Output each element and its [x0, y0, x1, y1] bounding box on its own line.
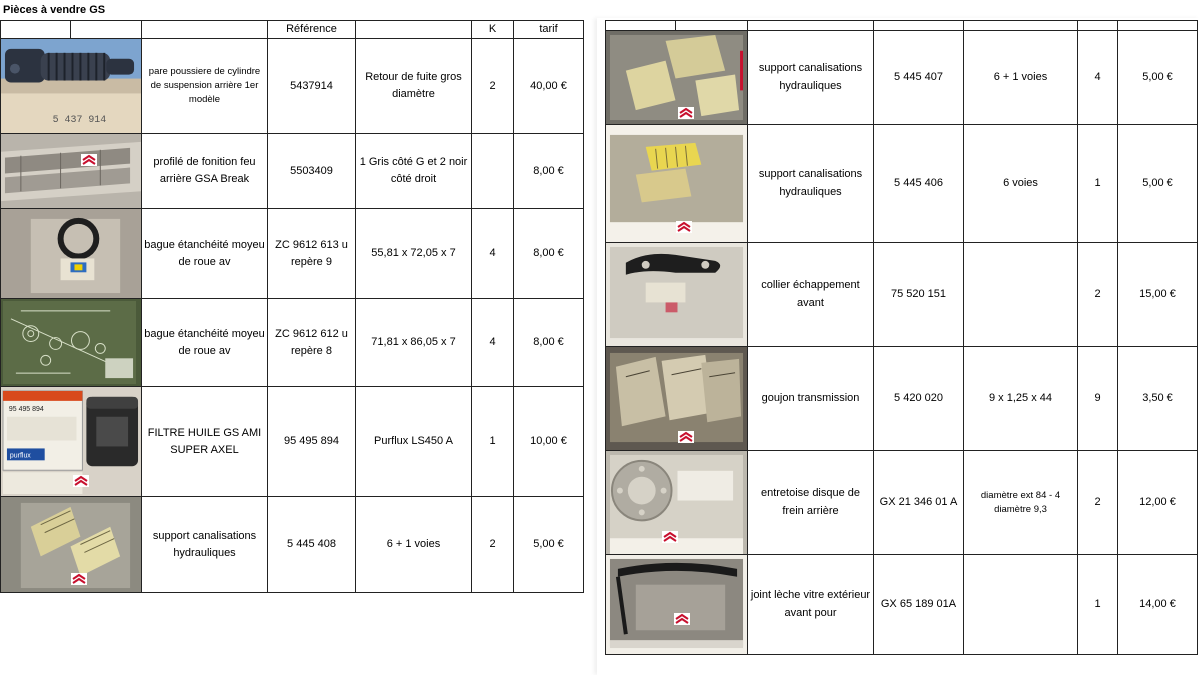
header-detail-cell — [356, 21, 472, 39]
part-description: collier échappement avant — [748, 243, 874, 347]
part-price: 12,00 € — [1118, 451, 1198, 555]
part-description: support canalisations hydrauliques — [142, 497, 268, 593]
citroen-chevron-icon — [676, 221, 692, 233]
citroen-chevron-icon — [662, 531, 678, 543]
header-cell — [1078, 21, 1118, 31]
part-reference: ZC 9612 613 u repère 9 — [268, 209, 356, 299]
part-quantity: 1 — [472, 387, 514, 497]
part-reference: ZC 9612 612 u repère 8 — [268, 299, 356, 387]
part-quantity: 2 — [472, 39, 514, 134]
part-photo-cell — [606, 31, 748, 125]
parts-table-right — [605, 20, 1198, 655]
part-detail: 6 voies — [964, 125, 1078, 243]
part-price: 15,00 € — [1118, 243, 1198, 347]
right-sheet — [597, 18, 1200, 675]
part-description: bague étanchéité moyeu de roue av — [142, 299, 268, 387]
citroen-chevron-icon — [674, 613, 690, 625]
part-photo-cell — [1, 497, 142, 593]
part-detail: Retour de fuite gros diamètre — [356, 39, 472, 134]
part-photo-cell — [1, 209, 142, 299]
part-reference: 5503409 — [268, 134, 356, 209]
box-brand-label: purflux — [9, 452, 31, 460]
header-cell — [748, 21, 874, 31]
header-cell — [606, 21, 676, 31]
part-detail — [964, 243, 1078, 347]
part-quantity — [472, 134, 514, 209]
header-k: K — [472, 21, 514, 39]
part-photo-cell — [1, 299, 142, 387]
part-price: 8,00 € — [514, 209, 584, 299]
part-photo-window-seal — [606, 555, 747, 654]
part-photo-suspension-boot — [1, 39, 141, 133]
part-price: 5,00 € — [1118, 31, 1198, 125]
table-row — [606, 555, 1198, 655]
part-reference: 5 445 406 — [874, 125, 964, 243]
part-quantity: 2 — [472, 497, 514, 593]
part-description: support canalisations hydrauliques — [748, 125, 874, 243]
part-photo-transmission-stud — [606, 347, 747, 450]
photo-label: 5 437 914 — [52, 114, 107, 126]
parts-table-left — [0, 20, 584, 593]
table-header-row — [606, 21, 1198, 31]
part-reference: 5 445 408 — [268, 497, 356, 593]
part-price: 3,50 € — [1118, 347, 1198, 451]
part-price: 5,00 € — [1118, 125, 1198, 243]
part-detail: 1 Gris côté G et 2 noir côté droit — [356, 134, 472, 209]
table-row — [606, 31, 1198, 125]
part-photo-brake-spacer — [606, 451, 747, 554]
part-quantity: 2 — [1078, 243, 1118, 347]
part-reference: 5 445 407 — [874, 31, 964, 125]
table-row — [1, 39, 584, 134]
part-detail: 6 + 1 voies — [356, 497, 472, 593]
part-detail: 9 x 1,25 x 44 — [964, 347, 1078, 451]
part-quantity: 4 — [472, 209, 514, 299]
part-photo-hydraulic-support — [1, 497, 141, 592]
table-row — [1, 209, 584, 299]
header-photo-cell — [71, 21, 142, 39]
table-row — [1, 387, 584, 497]
part-detail: 71,81 x 86,05 x 7 — [356, 299, 472, 387]
table-row — [606, 451, 1198, 555]
part-detail — [964, 555, 1078, 655]
part-reference: GX 21 346 01 A — [874, 451, 964, 555]
part-photo-cell — [1, 39, 142, 134]
part-description: pare poussiere de cylindre de suspension arrière 1er modèle — [142, 39, 268, 134]
part-price: 10,00 € — [514, 387, 584, 497]
part-reference: 5437914 — [268, 39, 356, 134]
part-photo-cell — [606, 555, 748, 655]
part-description: bague étanchéité moyeu de roue av — [142, 209, 268, 299]
part-reference: 95 495 894 — [268, 387, 356, 497]
table-row — [606, 243, 1198, 347]
header-cell — [676, 21, 748, 31]
header-photo-cell — [1, 21, 71, 39]
part-reference: 5 420 020 — [874, 347, 964, 451]
part-detail: diamètre ext 84 - 4 diamètre 9,3 — [964, 451, 1078, 555]
part-description: support canalisations hydrauliques — [748, 31, 874, 125]
part-photo-hydraulic-support — [606, 125, 747, 242]
part-quantity: 1 — [1078, 555, 1118, 655]
header-description-cell — [142, 21, 268, 39]
table-row — [1, 134, 584, 209]
part-description: profilé de fonition feu arrière GSA Break — [142, 134, 268, 209]
citroen-chevron-icon — [678, 107, 694, 119]
part-price: 5,00 € — [514, 497, 584, 593]
part-price: 40,00 € — [514, 39, 584, 134]
part-detail: 6 + 1 voies — [964, 31, 1078, 125]
header-cell — [1118, 21, 1198, 31]
part-description: goujon transmission — [748, 347, 874, 451]
citroen-chevron-icon — [71, 573, 87, 585]
part-description: entretoise disque de frein arrière — [748, 451, 874, 555]
citroen-chevron-icon — [81, 154, 97, 166]
part-photo-exhaust-clamp — [606, 243, 747, 346]
part-quantity: 4 — [1078, 31, 1118, 125]
citroen-chevron-icon — [678, 431, 694, 443]
part-photo-light-trim — [1, 134, 141, 208]
part-price: 8,00 € — [514, 134, 584, 209]
sheet-title: Pièces à vendre GS — [3, 4, 106, 16]
table-row — [606, 125, 1198, 243]
header-cell — [964, 21, 1078, 31]
part-photo-exploded-diagram — [1, 299, 141, 386]
header-reference: Référence — [268, 21, 356, 39]
part-photo-cell — [606, 243, 748, 347]
part-reference: GX 65 189 01A — [874, 555, 964, 655]
part-description: FILTRE HUILE GS AMI SUPER AXEL — [142, 387, 268, 497]
part-price: 8,00 € — [514, 299, 584, 387]
part-photo-hydraulic-support — [606, 31, 747, 124]
part-quantity: 9 — [1078, 347, 1118, 451]
part-description: joint lèche vitre extérieur avant pour — [748, 555, 874, 655]
part-photo-cell — [606, 451, 748, 555]
part-photo-seal-ring — [1, 209, 141, 298]
table-header-row — [1, 21, 584, 39]
part-quantity: 4 — [472, 299, 514, 387]
table-row — [1, 497, 584, 593]
part-photo-cell — [606, 125, 748, 243]
part-quantity: 1 — [1078, 125, 1118, 243]
part-price: 14,00 € — [1118, 555, 1198, 655]
part-photo-cell — [1, 134, 142, 209]
part-quantity: 2 — [1078, 451, 1118, 555]
part-detail: 55,81 x 72,05 x 7 — [356, 209, 472, 299]
part-detail: Purflux LS450 A — [356, 387, 472, 497]
table-row — [1, 299, 584, 387]
photo-label: 95 495 894 — [8, 405, 44, 413]
header-cell — [874, 21, 964, 31]
table-row — [606, 347, 1198, 451]
header-tarif: tarif — [514, 21, 584, 39]
part-photo-oil-filter — [1, 387, 141, 496]
left-sheet — [0, 0, 590, 675]
part-reference: 75 520 151 — [874, 243, 964, 347]
part-photo-cell — [606, 347, 748, 451]
citroen-chevron-icon — [73, 475, 89, 487]
part-photo-cell — [1, 387, 142, 497]
